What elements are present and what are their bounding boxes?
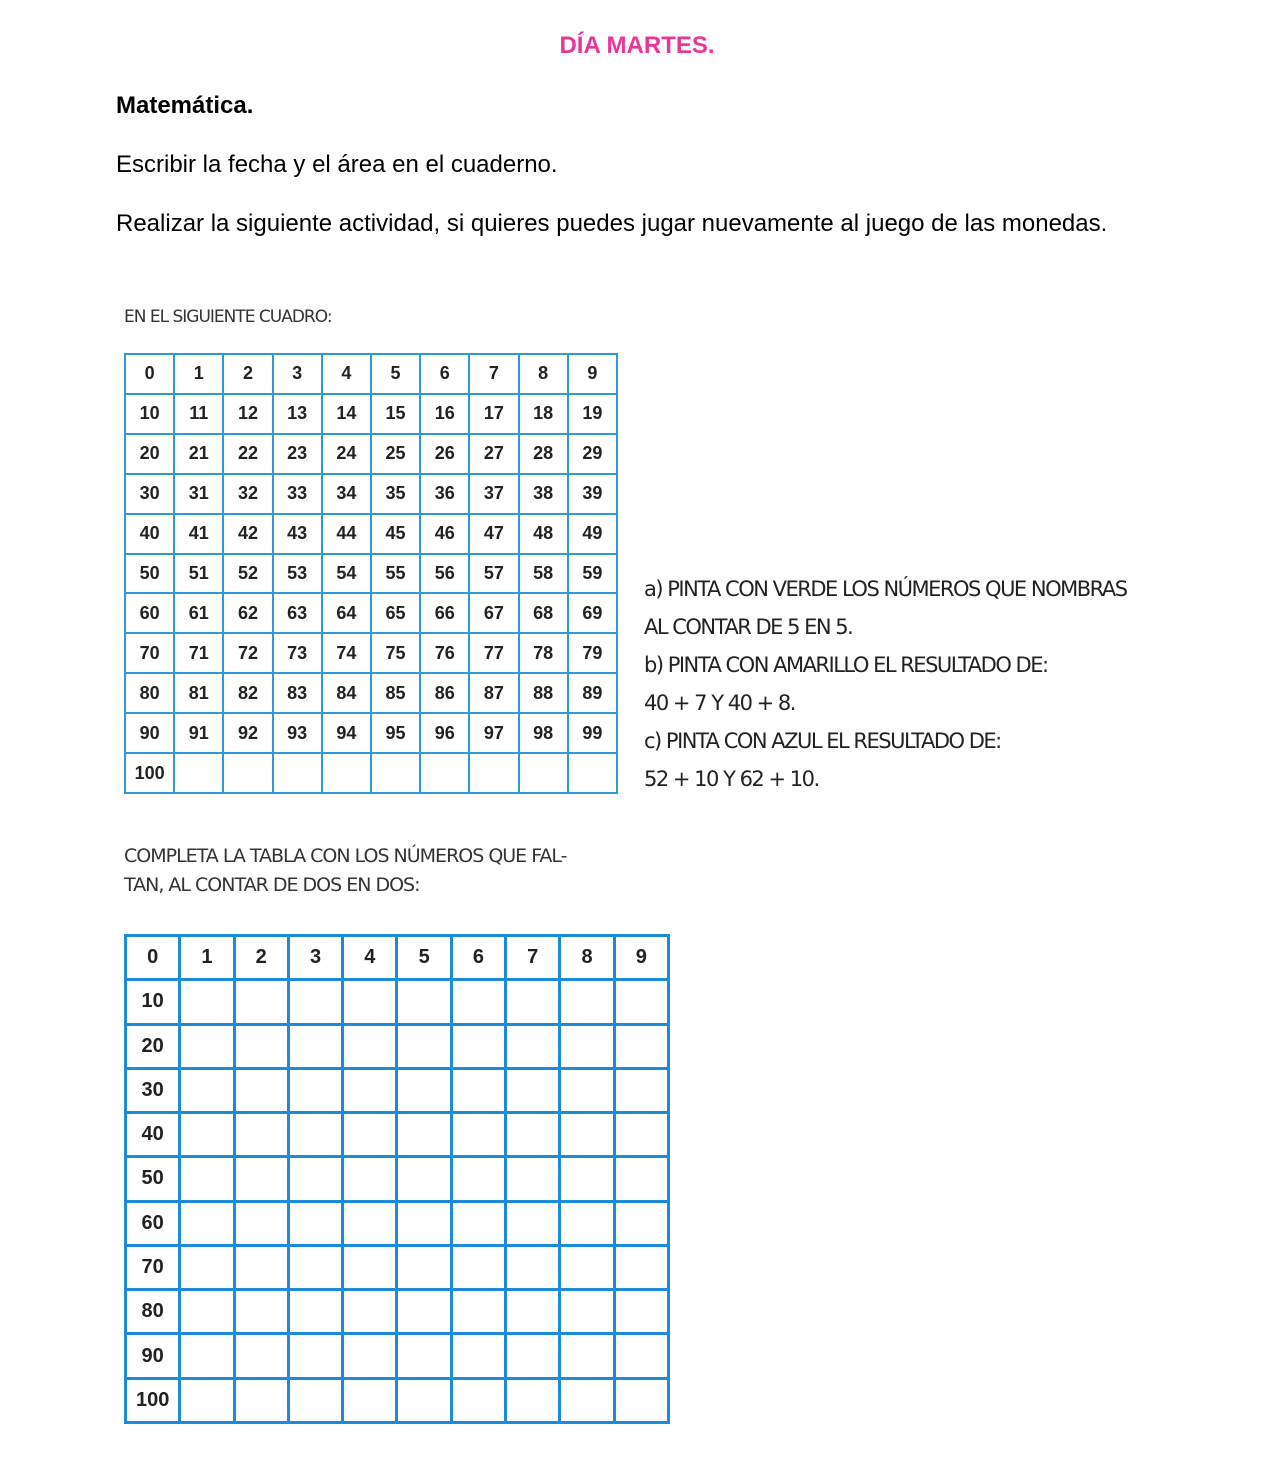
table-header-row [126,936,669,980]
blank-cell[interactable] [288,1068,342,1112]
table-cell: 75 [371,633,420,673]
table-row [126,1068,669,1112]
table-cell: 37 [469,474,518,514]
table-cell: 89 [568,673,617,713]
table-row [126,1201,669,1245]
table-cell: 65 [371,593,420,633]
blank-cell[interactable] [180,980,234,1024]
blank-cell[interactable] [560,1378,614,1422]
table-cell: 9 [568,354,617,394]
table-cell: 23 [273,434,322,474]
blank-cell[interactable] [343,1245,397,1289]
blank-cell[interactable] [506,1378,560,1422]
table-cell [174,753,223,793]
blank-cell[interactable] [397,1334,451,1378]
table-cell: 56 [420,554,469,594]
table-cell: 43 [273,514,322,554]
blank-cell[interactable] [397,1290,451,1334]
blank-cell[interactable] [234,1245,288,1289]
blank-cell[interactable] [451,1113,505,1157]
table-cell: 90 [126,1334,180,1378]
table-cell: 77 [469,633,518,673]
blank-cell[interactable] [343,1113,397,1157]
table-cell: 96 [420,713,469,753]
blank-cell[interactable] [506,1113,560,1157]
table-cell: 100 [125,753,174,793]
table-cell: 50 [126,1157,180,1201]
table-cell: 86 [420,673,469,713]
blank-cell[interactable] [180,1068,234,1112]
table-cell [469,753,518,793]
blank-cell[interactable] [397,1201,451,1245]
table-cell: 4 [343,936,397,980]
table-cell: 46 [420,514,469,554]
table-cell: 72 [223,633,272,673]
blank-cell[interactable] [506,1068,560,1112]
table-cell: 88 [519,673,568,713]
table-cell: 82 [223,673,272,713]
table-cell: 15 [371,394,420,434]
blank-cell[interactable] [397,980,451,1024]
table-cell: 70 [126,1245,180,1289]
table-cell: 44 [322,514,371,554]
blank-cell[interactable] [614,1245,668,1289]
blank-cell[interactable] [506,1334,560,1378]
table-cell: 40 [125,514,174,554]
blank-cell[interactable] [506,1157,560,1201]
blank-cell[interactable] [397,1113,451,1157]
table-cell: 3 [288,936,342,980]
table-cell: 5 [371,354,420,394]
table-cell: 79 [568,633,617,673]
blank-cell[interactable] [180,1245,234,1289]
blank-cell[interactable] [451,1378,505,1422]
blank-cell[interactable] [234,1290,288,1334]
table-cell: 69 [568,593,617,633]
table-cell: 12 [223,394,272,434]
table-cell: 1 [180,936,234,980]
table-row [126,1024,669,1068]
table-cell: 13 [273,394,322,434]
blank-cell[interactable] [614,1157,668,1201]
section2-label-line: TAN, AL CONTAR DE DOS EN DOS: [124,874,420,896]
blank-cell[interactable] [180,1334,234,1378]
subject-heading: Matemática. [116,92,254,119]
table-cell: 26 [420,434,469,474]
blank-cell[interactable] [288,1201,342,1245]
table-cell: 94 [322,713,371,753]
blank-cell[interactable] [343,980,397,1024]
blank-cell[interactable] [560,1201,614,1245]
table-cell [273,753,322,793]
blank-cell[interactable] [560,1245,614,1289]
table-cell: 42 [223,514,272,554]
table-cell: 34 [322,474,371,514]
table-cell: 25 [371,434,420,474]
table-cell: 71 [174,633,223,673]
table-cell: 54 [322,554,371,594]
table-cell: 67 [469,593,518,633]
table-row [125,434,617,474]
instruction-line: a) PINTA CON VERDE LOS NÚMEROS QUE NOMBRAS [644,577,1127,601]
table-cell [322,753,371,793]
blank-cell[interactable] [560,1068,614,1112]
table-cell: 99 [568,713,617,753]
paragraph-activity-instruction: Realizar la siguiente actividad, si quieres puedes jugar nuevamente al juego de las monedas. [116,210,1108,237]
blank-cell[interactable] [288,1157,342,1201]
table-row [126,1334,669,1378]
table-cell: 98 [519,713,568,753]
blank-cell[interactable] [234,980,288,1024]
table-cell: 52 [223,554,272,594]
table-cell: 0 [126,936,180,980]
table-cell: 60 [125,593,174,633]
blank-cell[interactable] [451,1334,505,1378]
blank-cell[interactable] [560,980,614,1024]
blank-cell[interactable] [506,1245,560,1289]
table-cell: 4 [322,354,371,394]
table-cell: 40 [126,1113,180,1157]
blank-cell[interactable] [234,1334,288,1378]
table-cell: 93 [273,713,322,753]
table-cell: 41 [174,514,223,554]
table-cell: 22 [223,434,272,474]
table-cell: 27 [469,434,518,474]
table-cell: 16 [420,394,469,434]
table-cell: 62 [223,593,272,633]
blank-cell[interactable] [614,1378,668,1422]
table-cell: 58 [519,554,568,594]
blank-cell[interactable] [560,1290,614,1334]
blank-cell[interactable] [180,1201,234,1245]
blank-cell[interactable] [451,1068,505,1112]
table-row [126,1113,669,1157]
page-title: DÍA MARTES. [559,32,715,59]
table-cell: 61 [174,593,223,633]
table-row [126,1290,669,1334]
blank-cell[interactable] [614,1024,668,1068]
blank-cell[interactable] [234,1113,288,1157]
table-cell: 100 [126,1378,180,1422]
table-cell: 59 [568,554,617,594]
blank-cell[interactable] [288,1378,342,1422]
table-row [126,1157,669,1201]
table-cell [568,753,617,793]
blank-cell[interactable] [180,1378,234,1422]
table-cell: 95 [371,713,420,753]
blank-cell[interactable] [397,1024,451,1068]
table-row [125,673,617,713]
table-cell [223,753,272,793]
table-cell: 6 [451,936,505,980]
table-cell: 50 [125,554,174,594]
instruction-line: AL CONTAR DE 5 EN 5. [644,615,853,639]
blank-cell[interactable] [397,1068,451,1112]
blank-cell[interactable] [614,1290,668,1334]
section1-label: EN EL SIGUIENTE CUADRO: [124,307,332,327]
table-row [125,354,617,394]
blank-cell[interactable] [343,1290,397,1334]
instructions-list [644,570,1127,798]
blank-cell[interactable] [560,1113,614,1157]
blank-cell[interactable] [451,1201,505,1245]
blank-cell[interactable] [614,1068,668,1112]
table-row [126,1378,669,1422]
section2-label [124,842,704,900]
blank-cell[interactable] [506,980,560,1024]
blank-cell[interactable] [560,1157,614,1201]
table-row [125,514,617,554]
table-cell: 6 [420,354,469,394]
blank-cell[interactable] [451,1245,505,1289]
table-cell: 30 [125,474,174,514]
table-cell: 85 [371,673,420,713]
table-cell [519,753,568,793]
blank-cell[interactable] [180,1024,234,1068]
table-cell: 11 [174,394,223,434]
table-row [126,1245,669,1289]
table-cell: 64 [322,593,371,633]
blank-cell[interactable] [288,980,342,1024]
blank-cell[interactable] [451,1290,505,1334]
blank-cell[interactable] [288,1245,342,1289]
table-cell: 9 [614,936,668,980]
blank-cell[interactable] [397,1378,451,1422]
blank-cell[interactable] [614,1201,668,1245]
instruction-line: 40 + 7 Y 40 + 8. [644,691,795,715]
blank-cell[interactable] [234,1378,288,1422]
table-cell: 38 [519,474,568,514]
table-cell: 48 [519,514,568,554]
table-cell: 80 [125,673,174,713]
table-cell: 76 [420,633,469,673]
blank-cell[interactable] [451,1024,505,1068]
count-by-two-table [124,934,670,1424]
instruction-line: b) PINTA CON AMARILLO EL RESULTADO DE: [644,653,1048,677]
blank-cell[interactable] [343,1201,397,1245]
table-cell: 78 [519,633,568,673]
blank-cell[interactable] [343,1068,397,1112]
table-cell: 19 [568,394,617,434]
table-cell: 66 [420,593,469,633]
blank-cell[interactable] [506,1290,560,1334]
table-row [126,980,669,1024]
table-cell: 70 [125,633,174,673]
blank-cell[interactable] [397,1245,451,1289]
table-cell: 3 [273,354,322,394]
instruction-line: c) PINTA CON AZUL EL RESULTADO DE: [644,729,1001,753]
section2-label-line: COMPLETA LA TABLA CON LOS NÚMEROS QUE FAL- [124,845,567,867]
table-cell: 51 [174,554,223,594]
blank-cell[interactable] [614,1334,668,1378]
blank-cell[interactable] [234,1024,288,1068]
blank-cell[interactable] [397,1157,451,1201]
table-cell: 84 [322,673,371,713]
table-cell: 8 [519,354,568,394]
table-cell: 97 [469,713,518,753]
table-cell: 55 [371,554,420,594]
blank-cell[interactable] [288,1113,342,1157]
blank-cell[interactable] [560,1024,614,1068]
blank-cell[interactable] [614,1113,668,1157]
table-row [125,394,617,434]
table-cell: 20 [125,434,174,474]
table-cell: 0 [125,354,174,394]
table-cell: 87 [469,673,518,713]
blank-cell[interactable] [180,1113,234,1157]
table-cell: 7 [506,936,560,980]
table-cell: 18 [519,394,568,434]
blank-cell[interactable] [234,1157,288,1201]
blank-cell[interactable] [614,980,668,1024]
blank-cell[interactable] [343,1334,397,1378]
blank-cell[interactable] [506,1024,560,1068]
blank-cell[interactable] [288,1290,342,1334]
blank-cell[interactable] [288,1334,342,1378]
blank-cell[interactable] [560,1334,614,1378]
table-cell: 83 [273,673,322,713]
table-cell: 35 [371,474,420,514]
table-row [125,753,617,793]
table-cell: 7 [469,354,518,394]
table-cell: 39 [568,474,617,514]
table-cell: 49 [568,514,617,554]
table-row [125,633,617,673]
table-cell: 60 [126,1201,180,1245]
blank-cell[interactable] [451,1157,505,1201]
table-cell: 20 [126,1024,180,1068]
blank-cell[interactable] [234,1201,288,1245]
table-cell: 33 [273,474,322,514]
table-cell: 14 [322,394,371,434]
table-cell: 57 [469,554,518,594]
table-row [125,593,617,633]
table-cell: 73 [273,633,322,673]
table-row [125,474,617,514]
table-cell: 81 [174,673,223,713]
table-cell: 32 [223,474,272,514]
table-cell: 10 [125,394,174,434]
table-cell: 1 [174,354,223,394]
blank-cell[interactable] [234,1068,288,1112]
table-cell: 36 [420,474,469,514]
table-cell: 45 [371,514,420,554]
table-cell: 30 [126,1068,180,1112]
table-cell: 8 [560,936,614,980]
table-cell: 91 [174,713,223,753]
table-row [125,554,617,594]
table-cell [420,753,469,793]
blank-cell[interactable] [451,980,505,1024]
blank-cell[interactable] [343,1378,397,1422]
table-cell: 17 [469,394,518,434]
table-cell: 53 [273,554,322,594]
blank-cell[interactable] [288,1024,342,1068]
blank-cell[interactable] [343,1024,397,1068]
table-cell: 92 [223,713,272,753]
table-row [125,713,617,753]
table-cell: 21 [174,434,223,474]
table-cell: 68 [519,593,568,633]
table-cell: 90 [125,713,174,753]
blank-cell[interactable] [180,1157,234,1201]
table-cell: 24 [322,434,371,474]
blank-cell[interactable] [506,1201,560,1245]
table-cell: 47 [469,514,518,554]
table-cell: 80 [126,1290,180,1334]
table-cell: 29 [568,434,617,474]
table-cell: 10 [126,980,180,1024]
table-cell: 28 [519,434,568,474]
table-cell: 31 [174,474,223,514]
table-cell: 5 [397,936,451,980]
instruction-line: 52 + 10 Y 62 + 10. [644,767,819,791]
table-cell: 63 [273,593,322,633]
paragraph-date-instruction: Escribir la fecha y el área en el cuaderno. [116,151,558,178]
table-cell: 74 [322,633,371,673]
hundred-chart-table [124,353,618,794]
blank-cell[interactable] [343,1157,397,1201]
blank-cell[interactable] [180,1290,234,1334]
table-cell: 2 [234,936,288,980]
table-cell [371,753,420,793]
table-cell: 2 [223,354,272,394]
